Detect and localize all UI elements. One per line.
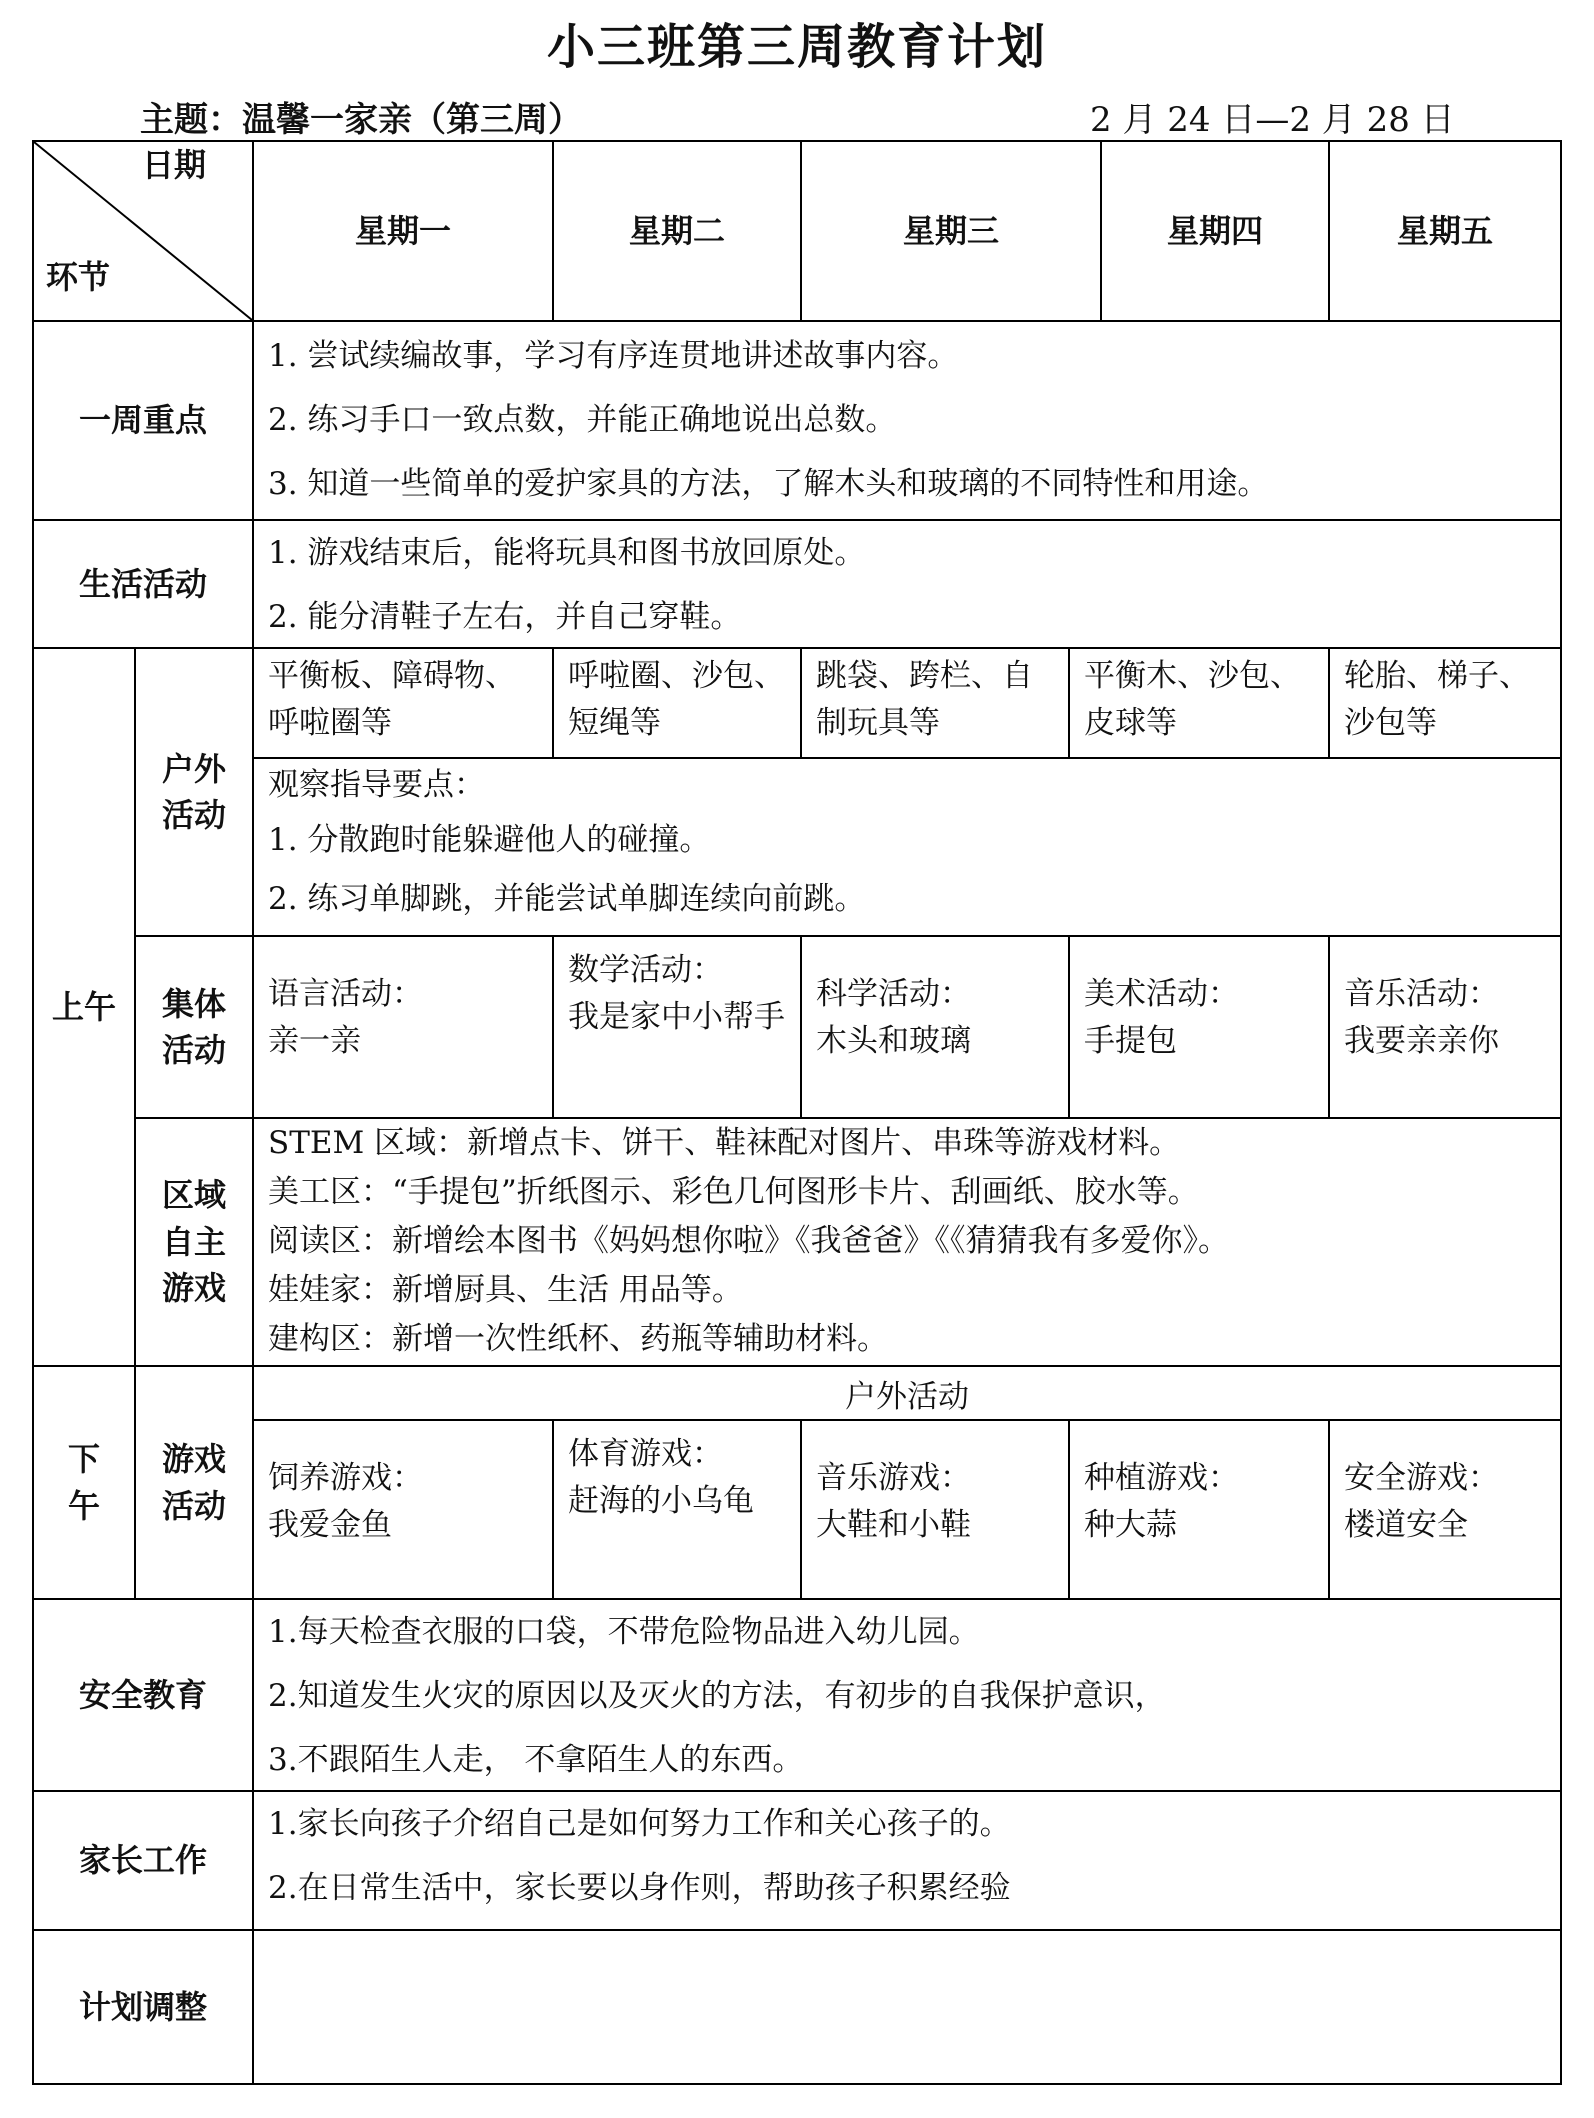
- outdoor-label: 户外活动: [161, 749, 226, 834]
- activity-type: 音乐活动：: [1344, 976, 1499, 1012]
- guidance-title: 观察指导要点：: [268, 767, 485, 803]
- plan-table: [32, 140, 1562, 2085]
- parents-item: 2.在日常生活中，家长要以身作则，帮助孩子积累经验: [268, 1870, 1011, 1906]
- weekly-focus-item: 3. 知道一些简单的爱护家具的方法，了解木头和玻璃的不同特性和用途。: [268, 466, 1269, 502]
- life-activity-item: 2. 能分清鞋子左右，并自己穿鞋。: [268, 599, 742, 635]
- life-activity-label: 生活活动: [78, 564, 207, 603]
- parents-content: [254, 1792, 1560, 1929]
- day-header-1: 星期一: [354, 211, 451, 250]
- game-type: 饲养游戏：: [268, 1460, 423, 1496]
- game-type: 音乐游戏：: [816, 1460, 971, 1496]
- day-header-2: 星期二: [628, 211, 725, 250]
- game-type: 体育游戏：: [568, 1436, 723, 1472]
- day-header-3: 星期三: [902, 211, 999, 250]
- afternoon-game-5: [1330, 1421, 1560, 1598]
- group-activity-label: 集体活动: [161, 984, 226, 1069]
- weekly-focus-content: [254, 322, 1560, 519]
- corner-date-label: 日期: [142, 146, 207, 184]
- area-games-label: 区域自主游戏: [161, 1176, 226, 1308]
- area-item: 美工区：“手提包”折纸图示、彩色几何图形卡片、刮画纸、胶水等。: [268, 1174, 1199, 1210]
- day-header-5: 星期五: [1396, 211, 1493, 250]
- afternoon-game-2: [554, 1421, 800, 1598]
- activity-type: 语言活动：: [268, 976, 423, 1012]
- area-item: 阅读区：新增绘本图书《妈妈想你啦》《我爸爸》《《猜猜我有多爱你》。: [268, 1223, 1229, 1259]
- game-type: 安全游戏：: [1344, 1460, 1499, 1496]
- plan-adjust-content[interactable]: [254, 1931, 1560, 2083]
- game-name: 我爱金鱼: [268, 1506, 392, 1543]
- activity-type: 美术活动：: [1084, 976, 1239, 1012]
- game-type: 种植游戏：: [1084, 1460, 1239, 1496]
- weekly-focus-item: 1. 尝试续编故事，学习有序连贯地讲述故事内容。: [268, 338, 959, 374]
- area-item: 娃娃家：新增厨具、生活 用品等。: [268, 1272, 743, 1308]
- afternoon-outdoor-label: 户外活动: [845, 1378, 969, 1415]
- guidance-item: 1. 分散跑时能躲避他人的碰撞。: [268, 822, 711, 858]
- afternoon-game-4: [1070, 1421, 1328, 1598]
- game-name: 楼道安全: [1344, 1506, 1468, 1543]
- safety-item: 3.不跟陌生人走， 不拿陌生人的东西。: [268, 1742, 804, 1778]
- outdoor-material-5: 轮胎、梯子、沙包等: [1344, 658, 1530, 741]
- weekly-focus-label: 一周重点: [78, 401, 207, 440]
- afternoon-game-1: [254, 1421, 552, 1598]
- activity-name: 手提包: [1084, 1022, 1177, 1059]
- safety-label: 安全教育: [78, 1675, 207, 1714]
- theme-line: 主题：温馨一家亲（第三周）: [140, 100, 582, 140]
- parents-label: 家长工作: [78, 1841, 207, 1880]
- outdoor-material-2: 呼啦圈、沙包、短绳等: [568, 658, 785, 741]
- page-title: 小三班第三周教育计划: [546, 19, 1047, 75]
- outdoor-material-1: 平衡板、障碍物、呼啦圈等: [268, 658, 516, 741]
- morning-label: 上午: [51, 987, 116, 1026]
- area-item: STEM 区域：新增点卡、饼干、鞋袜配对图片、串珠等游戏材料。: [268, 1125, 1181, 1161]
- group-activity-5: [1330, 937, 1560, 1117]
- outdoor-material-3: 跳袋、跨栏、自制玩具等: [816, 658, 1033, 741]
- safety-content: [254, 1600, 1560, 1790]
- activity-name: 木头和玻璃: [816, 1022, 971, 1059]
- group-activity-2: [554, 937, 800, 1117]
- activity-name: 亲一亲: [268, 1022, 361, 1059]
- life-activity-item: 1. 游戏结束后，能将玩具和图书放回原处。: [268, 535, 866, 571]
- date-range: 2 月 24 日—2 月 28 日: [1090, 100, 1455, 140]
- activity-type: 科学活动：: [816, 976, 971, 1012]
- safety-item: 1.每天检查衣服的口袋，不带危险物品进入幼儿园。: [268, 1614, 980, 1650]
- outdoor-guidance: [254, 759, 1560, 935]
- plan-adjust-label: 计划调整: [78, 1987, 207, 2026]
- area-item: 建构区：新增一次性纸杯、药瓶等辅助材料。: [268, 1321, 888, 1357]
- game-name: 赶海的小乌龟: [568, 1482, 754, 1519]
- activity-type: 数学活动：: [568, 952, 723, 988]
- weekly-focus-item: 2. 练习手口一致点数，并能正确地说出总数。: [268, 402, 897, 438]
- outdoor-material-4: 平衡木、沙包、皮球等: [1084, 658, 1301, 741]
- activity-name: 我要亲亲你: [1344, 1022, 1499, 1059]
- group-activity-3: [802, 937, 1068, 1117]
- safety-item: 2.知道发生火灾的原因以及灭火的方法，有初步的自我保护意识，: [268, 1678, 1166, 1714]
- game-name: 大鞋和小鞋: [816, 1506, 971, 1543]
- group-activity-1: [254, 937, 552, 1117]
- afternoon-label: 下午: [67, 1440, 100, 1525]
- afternoon-game-3: [802, 1421, 1068, 1598]
- guidance-item: 2. 练习单脚跳，并能尝试单脚连续向前跳。: [268, 881, 866, 917]
- corner-section-label: 环节: [46, 258, 111, 296]
- game-name: 种大蒜: [1084, 1506, 1177, 1543]
- group-activity-4: [1070, 937, 1328, 1117]
- day-header-4: 星期四: [1166, 211, 1263, 250]
- life-activity-content: [254, 521, 1560, 647]
- parents-item: 1.家长向孩子介绍自己是如何努力工作和关心孩子的。: [268, 1806, 1011, 1842]
- games-label: 游戏活动: [161, 1440, 226, 1525]
- area-games-content: [254, 1119, 1560, 1365]
- activity-name: 我是家中小帮手: [568, 998, 785, 1035]
